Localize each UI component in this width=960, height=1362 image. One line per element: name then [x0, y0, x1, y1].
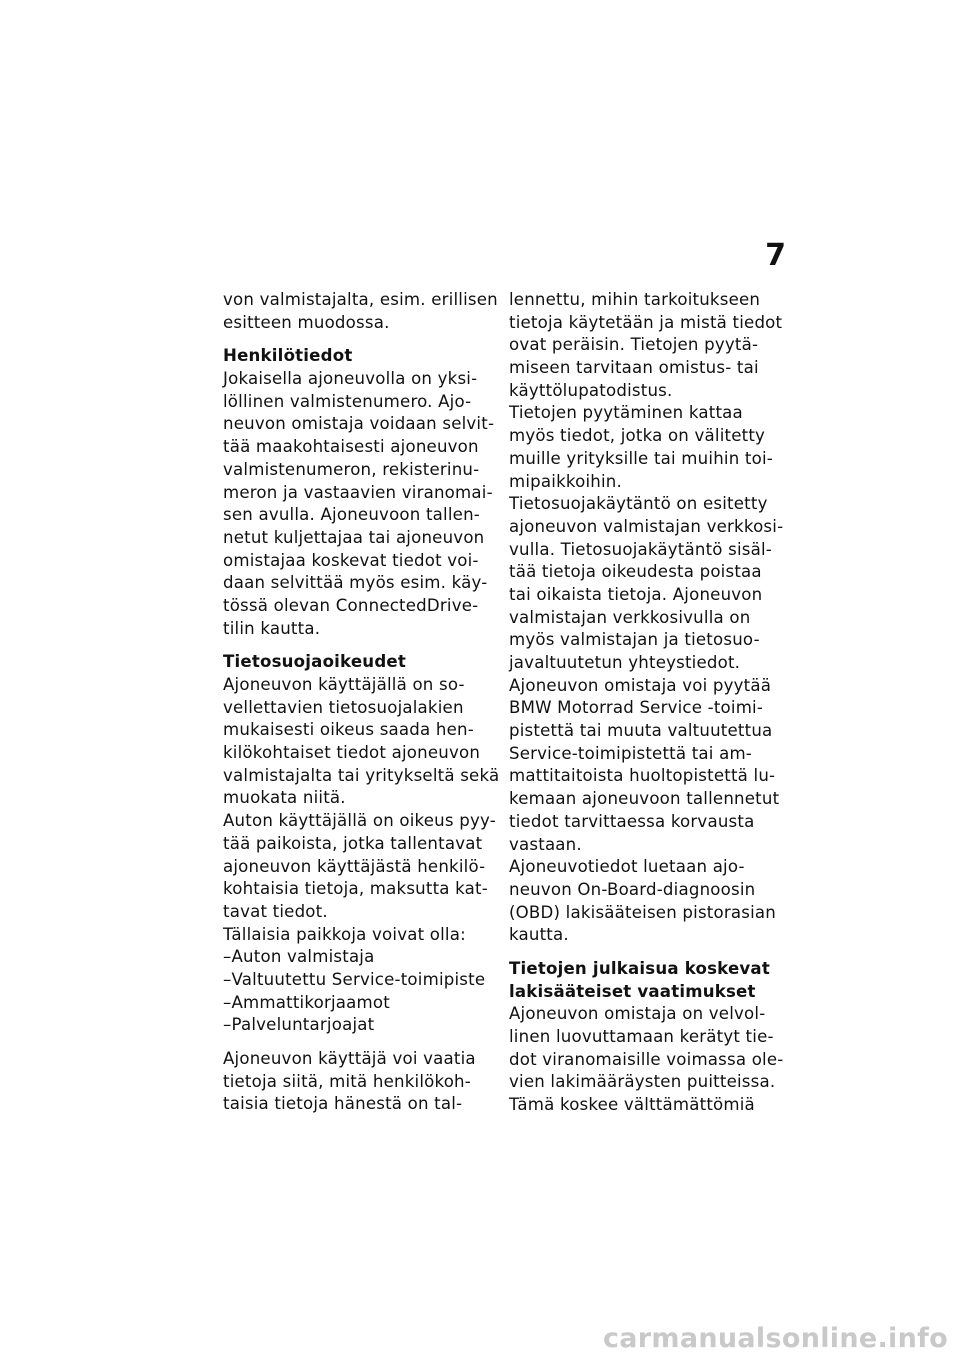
- text-line: linen luovuttamaan kerätyt tie-: [509, 1027, 774, 1046]
- text-line: daan selvittää myös esim. käy-: [223, 573, 488, 593]
- paragraph: [223, 674, 500, 1037]
- text-line: dot viranomaisille voimassa ole-: [509, 1049, 784, 1069]
- paragraph-gap: [223, 334, 491, 345]
- text-line: mukaisesti oikeus saada hen-: [223, 720, 474, 740]
- text-line: –Valtuutettu Service-toimipiste: [223, 969, 486, 989]
- text-line: myös valmistajan ja tietosuo-: [509, 630, 760, 650]
- text-line: Auton käyttäjällä on oikeus pyy-: [223, 811, 496, 831]
- text-line: Ajoneuvotiedot luetaan ajo-: [509, 857, 745, 877]
- text-line: lennettu, mihin tarkoitukseen: [509, 290, 761, 309]
- heading-line: Henkilötiedot: [223, 346, 353, 366]
- text-line: neuvon omistaja voidaan selvit-: [223, 414, 495, 434]
- right-column: [509, 289, 784, 1117]
- text-line: pistettä tai muuta valtuutettua: [509, 721, 773, 741]
- text-line: löllinen valmistenumero. Ajo-: [223, 391, 472, 411]
- text-line: vellettavien tietosuojalakien: [223, 697, 464, 717]
- text-line: kohtaisia tietoja, maksutta kat-: [223, 879, 488, 899]
- text-line: Ajoneuvon omistaja on velvol-: [509, 1004, 766, 1024]
- text-line: tietoja käytetään ja mistä tiedot: [509, 312, 783, 332]
- text-line: ajoneuvon valmistajan verkkosi-: [509, 516, 784, 536]
- text-line: myös tiedot, jotka on välitetty: [509, 426, 766, 446]
- text-line: Ajoneuvon omistaja voi pyytää: [509, 675, 772, 695]
- text-line: –Ammattikorjaamot: [223, 992, 390, 1012]
- text-line: mattitaitoista huoltopistettä lu-: [509, 766, 776, 786]
- text-line: Tämä koskee välttämättömiä: [509, 1095, 755, 1115]
- text-line: taisia tietoja hänestä on tal-: [223, 1094, 463, 1114]
- text-line: Tietojen pyytäminen kattaa: [509, 403, 743, 423]
- section-heading: [509, 958, 777, 1003]
- heading-line: Tietojen julkaisua koskevat: [509, 958, 770, 978]
- text-line: tietoja siitä, mitä henkilökoh-: [223, 1071, 471, 1091]
- text-line: Ajoneuvon käyttäjällä on so-: [223, 675, 465, 694]
- section-heading: [223, 345, 491, 368]
- text-line: tää paikoista, jotka tallentavat: [223, 833, 483, 853]
- text-line: mipaikkoihin.: [509, 471, 622, 491]
- left-column: [223, 289, 500, 1116]
- text-line: tilin kautta.: [223, 618, 321, 638]
- text-line: esitteen muodossa.: [223, 312, 390, 332]
- text-line: tiedot tarvittaessa korvausta: [509, 811, 755, 831]
- section-heading: [223, 651, 491, 674]
- paragraph: [509, 289, 784, 947]
- heading-line: Tietosuojaoikeudet: [223, 652, 406, 672]
- text-line: Ajoneuvon käyttäjä voi vaatia: [223, 1049, 476, 1068]
- text-line: netut kuljettajaa tai ajoneuvon: [223, 527, 485, 547]
- heading-line: lakisääteiset vaatimukset: [509, 981, 756, 1001]
- text-line: sen avulla. Ajoneuvoon tallen-: [223, 505, 480, 525]
- text-line: –Auton valmistaja: [223, 947, 375, 967]
- text-line: Tietosuojakäytäntö on esitetty: [509, 494, 768, 514]
- paragraph-gap: [223, 1037, 491, 1048]
- text-line: kemaan ajoneuvoon tallennetut: [509, 789, 780, 809]
- text-line: meron ja vastaavien viranomai-: [223, 482, 493, 502]
- watermark-text: carmanualsonline.info: [602, 1323, 948, 1354]
- paragraph-gap: [223, 640, 491, 651]
- text-line: tää tietoja oikeudesta poistaa: [509, 562, 762, 582]
- text-line: muille yrityksille tai muihin toi-: [509, 448, 773, 468]
- text-line: ovat peräisin. Tietojen pyytä-: [509, 335, 759, 355]
- text-line: tai oikaista tietoja. Ajoneuvon: [509, 584, 763, 604]
- paragraph: [223, 368, 495, 640]
- text-line: Tällaisia paikkoja voivat olla:: [223, 924, 466, 944]
- text-line: vien lakimääräysten puitteissa.: [509, 1072, 776, 1092]
- text-line: javaltuutetun yhteystiedot.: [509, 653, 741, 672]
- text-line: Service-toimipistettä tai am-: [509, 743, 752, 763]
- text-line: ajoneuvon käyttäjästä henkilö-: [223, 856, 486, 876]
- text-line: –Palveluntarjoajat: [223, 1015, 375, 1035]
- text-line: muokata niitä.: [223, 788, 346, 808]
- text-line: valmistajalta tai yritykseltä sekä: [223, 765, 500, 785]
- text-line: vastaan.: [509, 834, 582, 854]
- text-line: valmistenumeron, rekisterinu-: [223, 459, 480, 479]
- paragraph: [223, 289, 498, 334]
- text-line: Jokaisella ajoneuvolla on yksi-: [223, 369, 478, 389]
- text-line: miseen tarvitaan omistus- tai: [509, 358, 759, 378]
- text-line: valmistajan verkkosivulla on: [509, 607, 751, 627]
- text-line: vulla. Tietosuojakäytäntö sisäl-: [509, 539, 772, 559]
- text-line: tössä olevan ConnectedDrive-: [223, 595, 479, 615]
- text-line: tavat tiedot.: [223, 901, 328, 921]
- text-line: BMW Motorrad Service -toimi-: [509, 698, 764, 718]
- paragraph: [223, 1048, 491, 1116]
- text-line: von valmistajalta, esim. erillisen: [223, 290, 498, 309]
- text-line: omistajaa koskevat tiedot voi-: [223, 550, 479, 570]
- page-number: 7: [765, 238, 786, 273]
- text-line: neuvon On-Board-diagnoosin: [509, 879, 756, 899]
- paragraph-gap: [509, 947, 777, 958]
- text-line: (OBD) lakisääteisen pistorasian: [509, 902, 776, 922]
- paragraph: [509, 1003, 784, 1116]
- text-line: tää maakohtaisesti ajoneuvon: [223, 437, 479, 457]
- text-line: kilökohtaiset tiedot ajoneuvon: [223, 743, 481, 763]
- text-line: käyttölupatodistus.: [509, 380, 673, 400]
- text-line: kautta.: [509, 925, 569, 945]
